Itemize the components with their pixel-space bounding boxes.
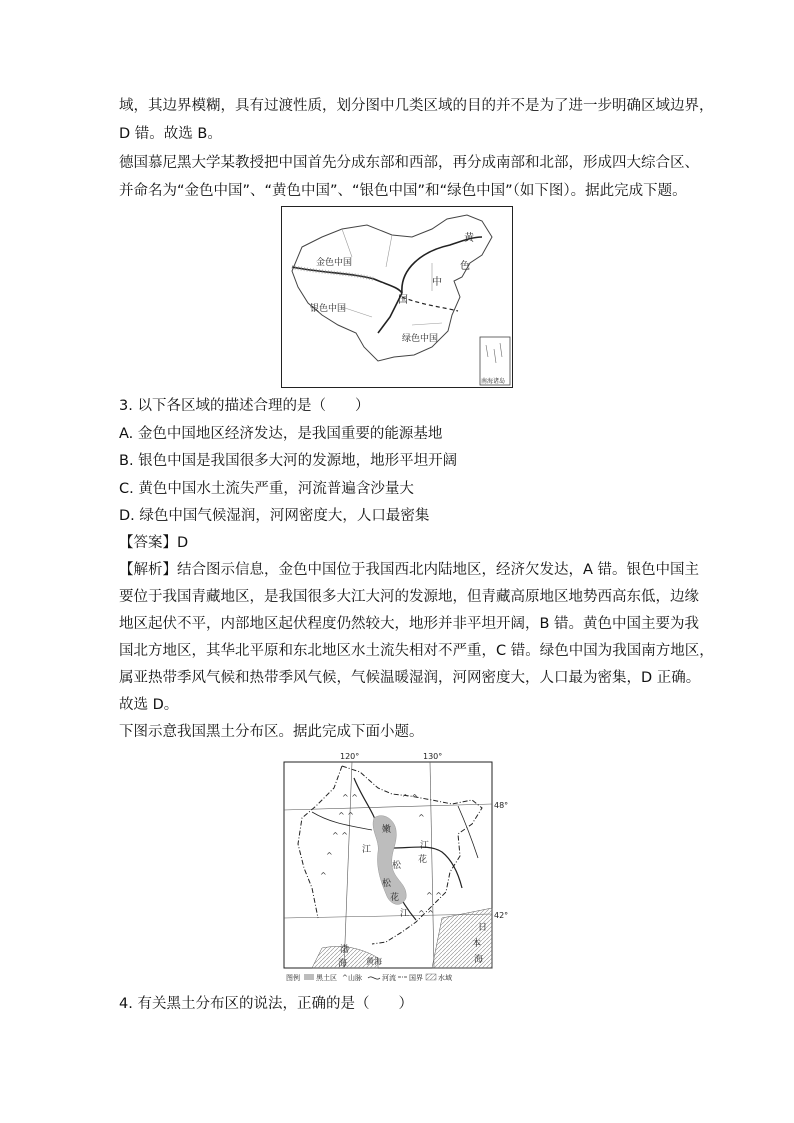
legend-border: 国界 [409, 974, 423, 982]
analysis-line: 地区起伏不平，内部地区起伏程度仍然较大，地形并非平坦开阔，B 错。黄色中国主要为我 [119, 616, 700, 632]
question-3-option-a: A. 金色中国地区经济发达，是我国重要的能源基地 [119, 426, 443, 442]
map1-label-inset: 南海诸岛 [481, 378, 506, 385]
legend-title: 图例 [286, 974, 300, 982]
intro-line: 德国慕尼黑大学某教授把中国首先分成东部和西部，再分成南部和北部，形成四大综合区、 [119, 155, 699, 171]
map1-label-gold: 金色中国 [316, 258, 353, 268]
map1-label-yellow-4: 国 [398, 295, 408, 306]
svg-text:^: ^ [320, 871, 327, 880]
map2-label-jiang-2: 江 [420, 841, 430, 851]
map2-label-song-2: 松 [382, 879, 392, 889]
svg-text:^: ^ [326, 851, 333, 860]
question-4-stem: 4. 有关黑土分布区的说法，正确的是（ ） [119, 996, 413, 1012]
map2-lon130: 130° [423, 752, 443, 761]
svg-text:^ ^: ^ ^ [402, 793, 418, 802]
map2-label-ri: 日 [478, 923, 488, 933]
map2-label-jiang-1: 江 [362, 845, 372, 855]
svg-text:^ ^: ^ ^ [338, 811, 354, 820]
analysis-line: 属亚热带季风气候和热带季风气候，气候温暖湿润，河网密度大，人口最为密集，D 正确。 [119, 670, 701, 686]
map2-label-ben: 本 [472, 939, 482, 949]
intro-line: 并命名为“金色中国”、“黄色中国”、“银色中国”和“绿色中国”（如下图）。据此完成下题。 [119, 183, 687, 199]
svg-text:^ ^: ^ ^ [332, 831, 348, 840]
map2-label-jiang-3: 江 [400, 909, 410, 919]
map2-label-nen: 嫩 [382, 825, 392, 835]
legend-water: 水域 [438, 974, 452, 982]
question-3-option-b: B. 银色中国是我国很多大河的发源地，地形平坦开阔 [119, 453, 458, 469]
svg-text:^ ^: ^ ^ [426, 891, 442, 900]
map1-label-yellow-1: 黄 [464, 233, 474, 244]
question-3-option-c: C. 黄色中国水土流失严重，河流普遍含沙量大 [119, 481, 414, 497]
intro-line: 下图示意我国黑土分布区。据此完成下面小题。 [119, 724, 424, 740]
svg-text:^ ^: ^ ^ [342, 793, 358, 802]
map2-label-hua-1: 花 [418, 855, 428, 865]
analysis-line: 故选 D。 [119, 697, 179, 713]
legend-mountain: 山脉 [348, 974, 362, 982]
paragraph-line: 域，其边界模糊，具有过渡性质，划分图中几类区域的目的并不是为了进一步明确区域边界， [119, 98, 714, 114]
black-soil-map [282, 748, 514, 984]
map2-label-huanghai: 黄海 [366, 957, 382, 966]
question-3-answer: 【答案】D [119, 535, 189, 551]
map1-label-green: 绿色中国 [402, 334, 439, 344]
map2-lon120: 120° [340, 752, 360, 761]
analysis-line: 要位于我国青藏地区，是我国很多大江大河的发源地，但青藏高原地区地势西高东低，边缘 [119, 589, 699, 605]
svg-text:^: ^ [342, 974, 348, 982]
map2-label-song-1: 松 [392, 861, 402, 871]
map2-label-hai-1: 海 [474, 955, 484, 965]
map2-lat42: 42° [494, 911, 509, 920]
analysis-line: 【解析】结合图示信息，金色中国位于我国西北内陆地区，经济欠发达，A 错。银色中国主 [119, 562, 700, 578]
map1-label-yellow-2: 色 [460, 261, 470, 272]
map1-label-yellow-3: 中 [432, 277, 442, 288]
legend-black-soil: 黑土区 [316, 974, 337, 982]
map2-label-hai-2: 海 [338, 959, 348, 969]
question-3-stem: 3. 以下各区域的描述合理的是（ ） [119, 398, 370, 414]
map2-label-hua-2: 花 [390, 893, 400, 903]
svg-text:^ ^: ^ ^ [418, 909, 434, 918]
china-regions-map [281, 206, 513, 388]
map2-lat48: 48° [494, 801, 509, 810]
svg-text:^: ^ [418, 813, 425, 822]
paragraph-line: D 错。故选 B。 [119, 126, 222, 142]
analysis-line: 国北方地区，其华北平原和东北地区水土流失相对不严重，C 错。绿色中国为我国南方地区， [119, 643, 714, 659]
map1-label-silver: 银色中国 [310, 304, 347, 314]
question-3-option-d: D. 绿色中国气候湿润，河网密度大，人口最密集 [119, 508, 430, 524]
map2-label-bo: 渤 [340, 945, 350, 955]
legend-river: 河流 [382, 974, 396, 982]
